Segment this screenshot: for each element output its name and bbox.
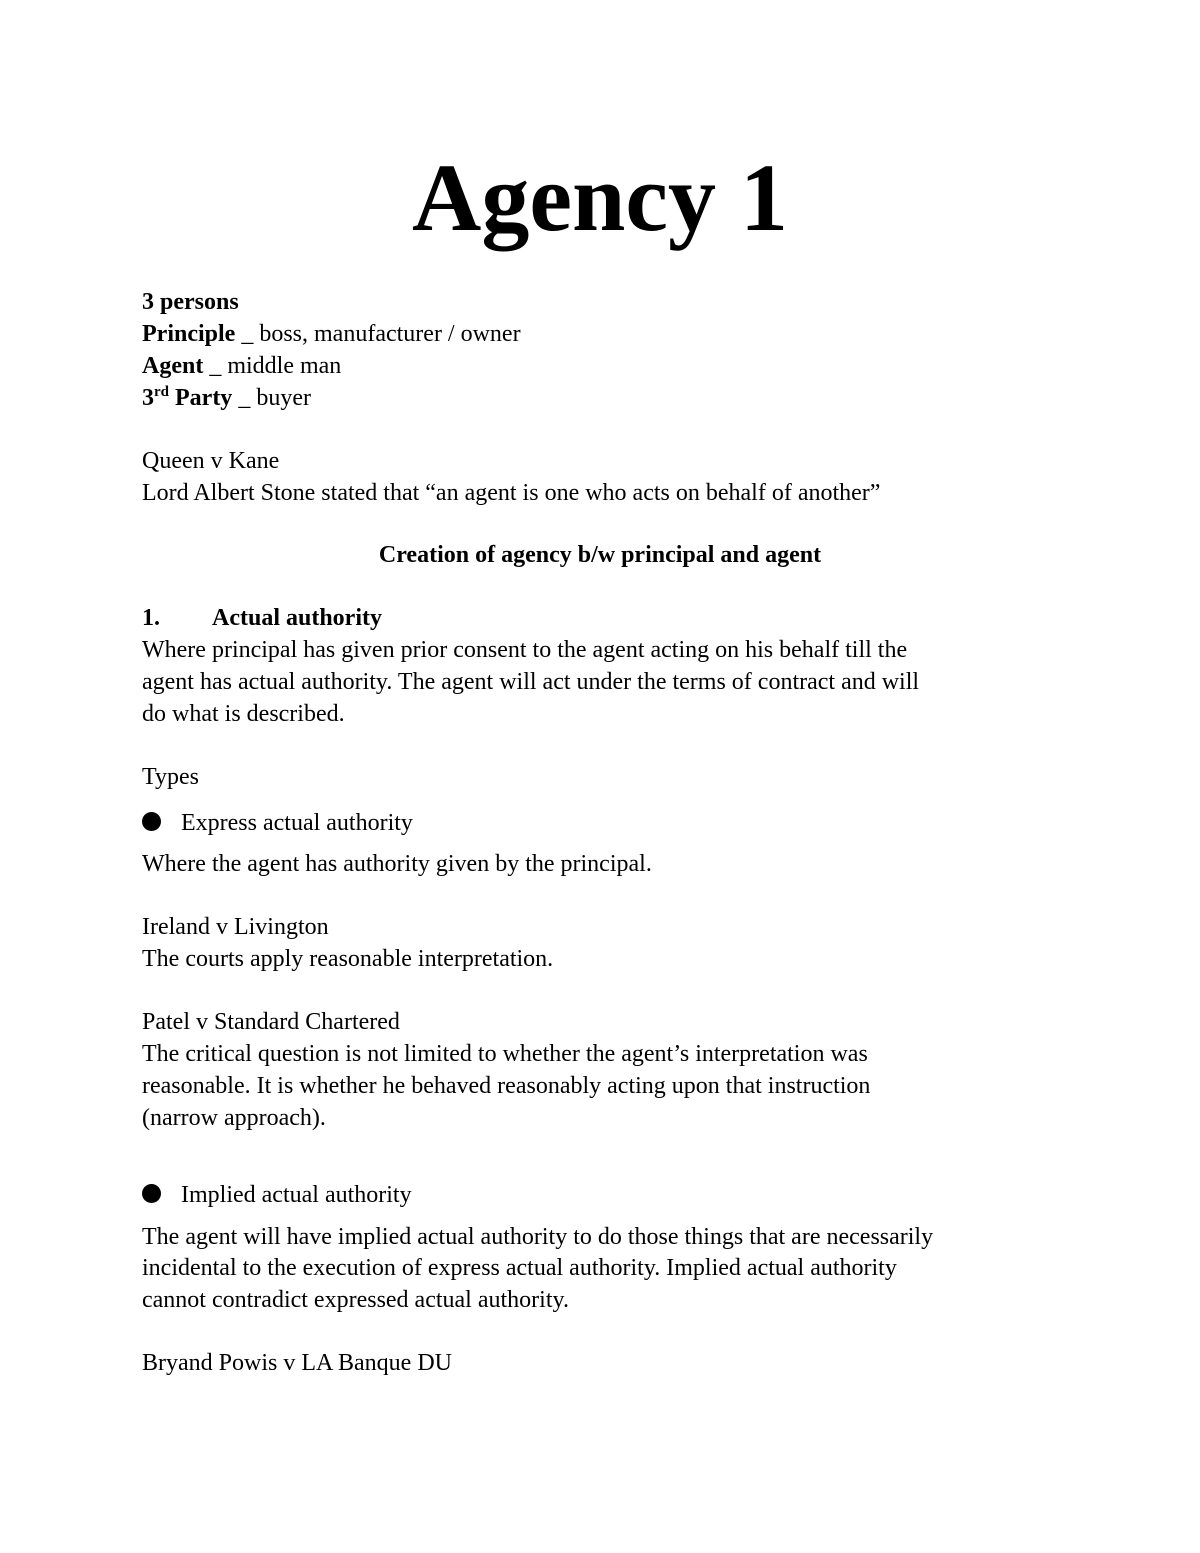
page-title: Agency 1	[412, 144, 788, 251]
agent-definition: _ middle man	[203, 353, 342, 379]
case-ireland-name: Ireland v Livington	[142, 914, 329, 940]
case-queen-name: Queen v Kane	[142, 448, 280, 474]
case-patel-text: reasonable. It is whether he behaved reasonably acting upon that instruction	[142, 1073, 871, 1099]
express-description: Where the agent has authority given by the principal.	[142, 851, 652, 877]
principle-line	[142, 319, 521, 349]
case-queen-quote: Lord Albert Stone stated that “an agent is one who acts on behalf of another”	[142, 480, 881, 506]
actual-authority-number: 1.	[142, 605, 160, 631]
third-party-term-superscript: rd	[154, 384, 169, 400]
express-bullet-item	[142, 808, 413, 838]
bullet-dot-icon	[142, 1184, 161, 1203]
types-label: Types	[142, 764, 199, 790]
principle-definition: _ boss, manufacturer / owner	[235, 321, 521, 347]
implied-text: incidental to the execution of express actual authority. Implied actual authority	[142, 1255, 897, 1281]
agent-line	[142, 351, 341, 381]
third-party-term	[142, 385, 232, 411]
third-party-line	[142, 383, 311, 413]
case-patel-text: The critical question is not limited to whether the agent’s interpretation was	[142, 1041, 868, 1067]
actual-authority-text: do what is described.	[142, 701, 345, 727]
case-bryand-name: Bryand Powis v LA Banque DU	[142, 1350, 452, 1376]
agent-term: Agent	[142, 353, 204, 379]
implied-text: The agent will have implied actual authority to do those things that are necessarily	[142, 1224, 934, 1250]
implied-bullet-item	[142, 1180, 412, 1210]
bullet-dot-icon	[142, 812, 161, 831]
section-heading: Creation of agency b/w principal and agent	[378, 542, 822, 568]
implied-text: cannot contradict expressed actual authority.	[142, 1287, 569, 1313]
third-party-term-word: Party	[169, 385, 233, 411]
principle-term: Principle	[142, 321, 236, 347]
case-patel-name: Patel v Standard Chartered	[142, 1009, 400, 1035]
case-ireland-description: The courts apply reasonable interpretation.	[142, 946, 554, 972]
implied-bullet-text: Implied actual authority	[181, 1182, 412, 1208]
persons-heading: 3 persons	[142, 289, 239, 315]
actual-authority-heading	[142, 603, 382, 633]
third-party-definition: _ buyer	[232, 385, 311, 411]
actual-authority-title: Actual authority	[212, 605, 382, 631]
case-patel-text: (narrow approach).	[142, 1105, 326, 1131]
actual-authority-text: agent has actual authority. The agent will act under the terms of contract and will	[142, 669, 920, 695]
express-bullet-text: Express actual authority	[181, 810, 413, 836]
actual-authority-text: Where principal has given prior consent to the agent acting on his behalf till the	[142, 637, 908, 663]
third-party-term-number: 3	[142, 385, 154, 411]
